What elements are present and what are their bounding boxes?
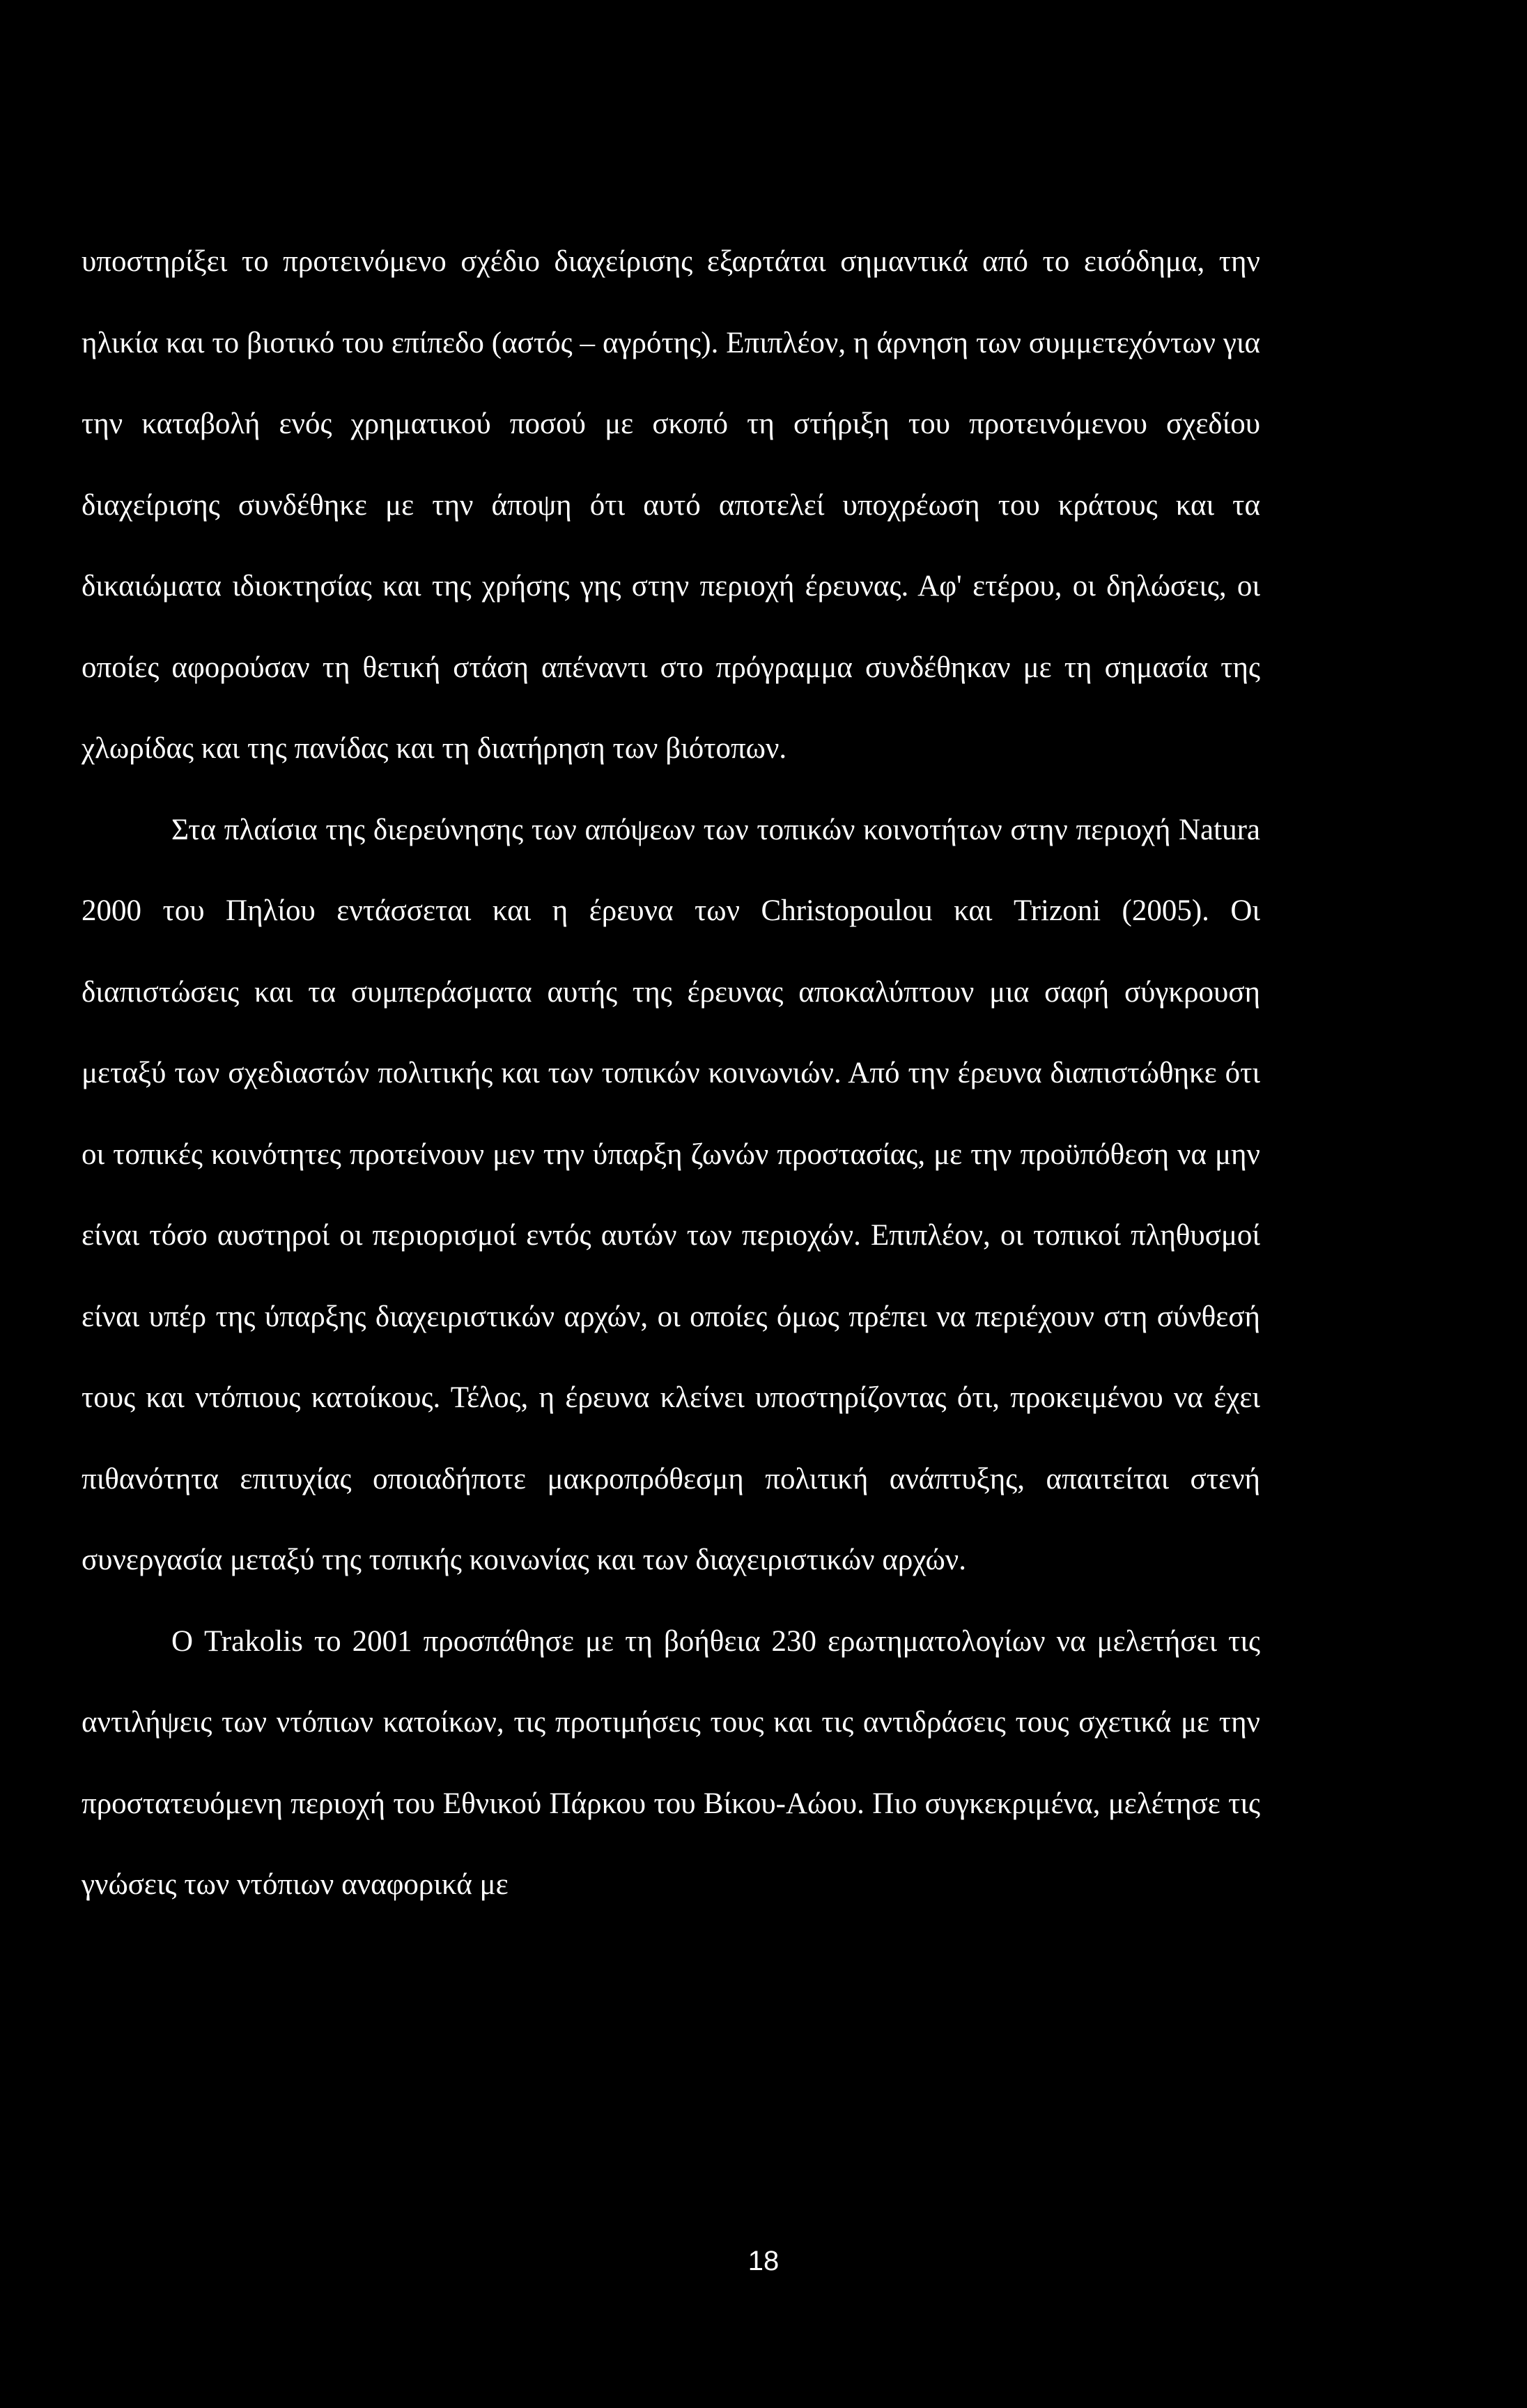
- document-body: [82, 222, 1260, 1926]
- page-number: 18: [747, 2246, 780, 2276]
- paragraph-natura-pilio: Στα πλαίσια της διερεύνησης των απόψεων των τοπικών κοινοτήτων στην περιοχή Natura 2000 του Πηλίου εντάσσεται και η έρευνα των Christopoulou και Trizoni (2005). Οι διαπιστώσεις και τα συμπεράσματα αυτής της έρευνας αποκαλύπτουν μια σαφή σύγκρουση μεταξύ των σχεδιαστών πολιτικής και των τοπικών κοινωνιών. Από την έρευνα διαπιστώθηκε ότι οι τοπικές κοινότητες προτείνουν μεν την ύπαρξη ζωνών προστασίας, με την προϋπόθεση να μην είναι τόσο αυστηροί οι περιορισμοί εντός αυτών των περιοχών. Επιπλέον, οι τοπικοί πληθυσμοί είναι υπέρ της ύπαρξης διαχειριστικών αρχών, οι οποίες όμως πρέπει να περιέχουν στη σύνθεσή τους και ντόπιους κατοίκους. Τέλος, η έρευνα κλείνει υποστηρίζοντας ότι, προκειμένου να έχει πιθανότητα επιτυχίας οποιαδήποτε μακροπρόθεσμη πολιτική ανάπτυξης, απαιτείται στενή συνεργασία μεταξύ της τοπικής κοινωνίας και των διαχειριστικών αρχών.: [82, 813, 1260, 1576]
- paragraph-trakolis: Ο Trakolis το 2001 προσπάθησε με τη βοήθεια 230 ερωτηματολογίων να μελετήσει τις αντιλήψεις των ντόπιων κατοίκων, τις προτιμήσεις τους και τις αντιδράσεις τους σχετικά με την προστατευόμενη περιοχή του Εθνικού Πάρκου του Βίκου-Αώου. Πιο συγκεκριμένα, μελέτησε τις γνώσεις των ντόπιων αναφορικά με: [82, 1624, 1260, 1901]
- paragraph-continuation: υποστηρίξει το προτεινόμενο σχέδιο διαχείρισης εξαρτάται σημαντικά από το εισόδημα, την ηλικία και το βιοτικό του επίπεδο (αστός – αγρότης). Επιπλέον, η άρνηση των συμμετεχόντων για την καταβολή ενός χρηματικού ποσού με σκοπό τη στήριξη του προτεινόμενου σχεδίου διαχείρισης συνδέθηκε με την άποψη ότι αυτό αποτελεί υποχρέωση του κράτους και τα δικαιώματα ιδιοκτησίας και της χρήσης γης στην περιοχή έρευνας. Αφ' ετέρου, οι δηλώσεις, οι οποίες αφορούσαν τη θετική στάση απέναντι στο πρόγραμμα συνδέθηκαν με τη σημασία της χλωρίδας και της πανίδας και τη διατήρηση των βιότοπων.: [82, 245, 1260, 765]
